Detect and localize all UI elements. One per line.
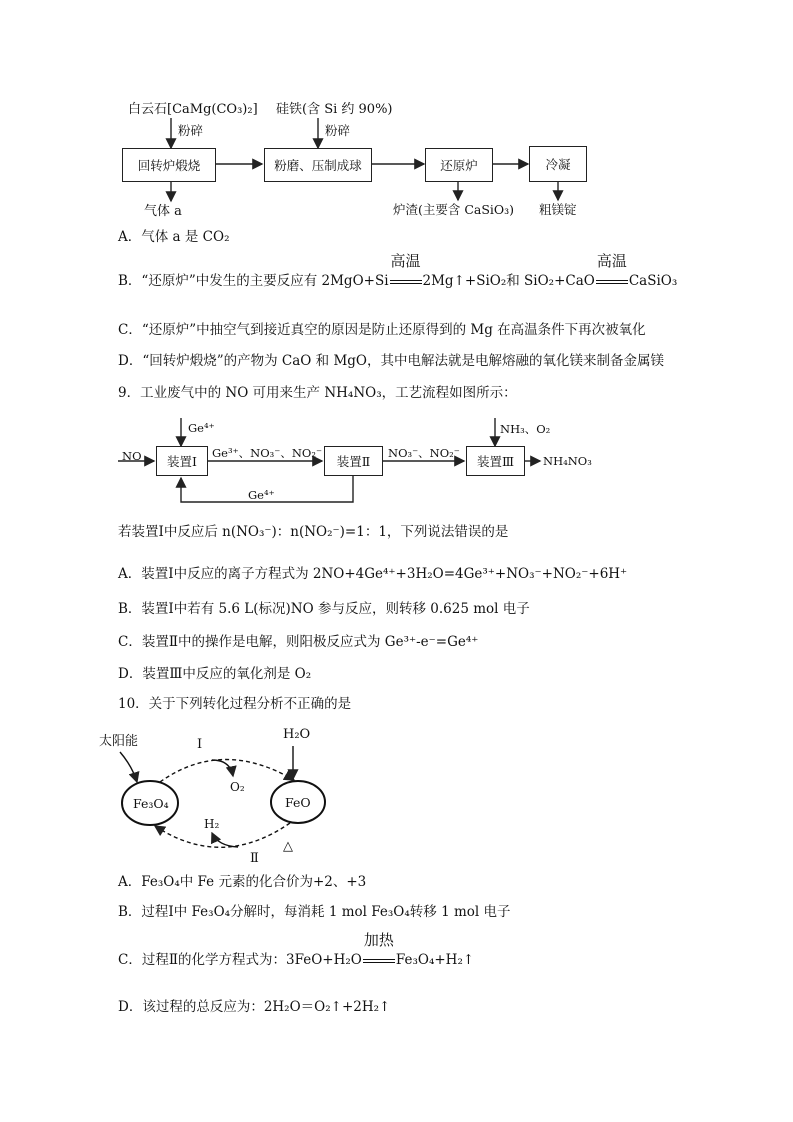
q9-option-b: B．装置Ⅰ中若有 5.6 L(标况)NO 参与反应，则转移 0.625 mol 电子 <box>118 601 530 617</box>
q10-option-c <box>118 931 475 969</box>
q9-mid-ions-2: NO₃⁻、NO₂⁻ <box>388 446 460 460</box>
q8-box-reduction-furnace: 还原炉 <box>425 148 493 182</box>
q8-option-c: C．“还原炉”中抽空气到接近真空的原因是防止还原得到的 Mg 在高温条件下再次被氧化 <box>118 322 646 338</box>
q10-step-2: Ⅱ <box>250 851 259 866</box>
q9-option-c: C．装置Ⅱ中的操作是电解，则阳极反应式为 Ge³⁺-e⁻=Ge⁴⁺ <box>118 634 479 650</box>
q10-option-b: B．过程Ⅰ中 Fe₃O₄分解时，每消耗 1 mol Fe₃O₄转移 1 mol 电子 <box>118 904 511 920</box>
q9-option-d: D．装置Ⅲ中反应的氧化剂是 O₂ <box>118 666 312 682</box>
q10-stem: 10．关于下列转化过程分析不正确的是 <box>118 696 352 712</box>
q8-raw-ferrosilicon: 硅铁(含 Si 约 90%) <box>276 102 393 117</box>
q8-option-d: D．“回转炉煅烧”的产物为 CaO 和 MgO，其中电解法就是电解熔融的氧化镁来制备金属镁 <box>118 353 664 369</box>
q9-device-3: 装置Ⅲ <box>466 446 525 476</box>
q9-input-no: NO <box>122 449 142 463</box>
q10-h2o: H₂O <box>283 727 311 742</box>
q10-option-d: D．该过程的总反应为：2H₂O＝O₂↑+2H₂↑ <box>118 999 391 1015</box>
q9-device-1: 装置Ⅰ <box>156 446 208 476</box>
q8-option-b <box>118 252 678 290</box>
q10-h2: H₂ <box>204 817 220 831</box>
q8-option-b-part1: B．“还原炉”中发生的主要反应有 2MgO+Si <box>118 273 389 289</box>
q8-out-gas-a: 气体 a <box>144 204 182 219</box>
q10-step-1: Ⅰ <box>197 737 203 752</box>
q10-option-c-part2: Fe₃O₄+H₂↑ <box>395 952 475 968</box>
q8-option-b-condition-2: 高温 <box>595 272 629 290</box>
q9-condition: 若装置Ⅰ中反应后 n(NO₃⁻)：n(NO₂⁻)=1：1，下列说法错误的是 <box>118 524 509 540</box>
q8-box-condense: 冷凝 <box>529 146 587 182</box>
q8-out-slag: 炉渣(主要含 CaSiO₃) <box>393 202 515 217</box>
q9-stem: 9．工业废气中的 NO 可用来生产 NH₄NO₃，工艺流程如图所示： <box>118 385 517 401</box>
q8-box-grinding: 粉磨、压制成球 <box>264 148 372 182</box>
q8-option-b-part2: 2Mg↑+SiO₂和 SiO₂+CaO <box>422 273 595 289</box>
q9-ge4-top: Ge⁴⁺ <box>188 421 215 435</box>
q9-nh3-o2: NH₃、O₂ <box>500 422 551 436</box>
q10-sun-energy: 太阳能 <box>99 734 139 749</box>
q10-option-c-part1: C．过程Ⅱ的化学方程式为：3FeO+H₂O <box>118 952 362 968</box>
q10-o2: O₂ <box>230 780 245 794</box>
q10-fe3o4: Fe₃O₄ <box>133 796 169 811</box>
q9-device-2: 装置Ⅱ <box>324 446 383 476</box>
q9-mid-ions-1: Ge³⁺、NO₃⁻、NO₂⁻ <box>212 446 323 460</box>
q10-option-a: A．Fe₃O₄中 Fe 元素的化合价为+2、+3 <box>118 874 367 890</box>
q10-option-c-condition: 加热 <box>362 951 396 969</box>
q8-crush-label-2: 粉碎 <box>325 123 351 138</box>
q9-option-a: A．装置Ⅰ中反应的离子方程式为 2NO+4Ge⁴⁺+3H₂O=4Ge³⁺+NO₃⁻+NO₂⁻+6H⁺ <box>118 566 628 582</box>
q8-raw-dolomite: 白云石[CaMg(CO₃)₂] <box>128 102 258 117</box>
q9-output: NH₄NO₃ <box>543 454 592 468</box>
q10-heat-symbol: △ <box>283 839 293 854</box>
q8-option-a: A．气体 a 是 CO₂ <box>118 229 230 245</box>
q8-crush-label-1: 粉碎 <box>178 123 204 138</box>
q9-ge4-return: Ge⁴⁺ <box>248 488 275 502</box>
q10-feo: FeO <box>285 795 311 810</box>
q8-option-b-condition-1: 高温 <box>389 272 423 290</box>
q8-box-rotary-kiln: 回转炉煅烧 <box>122 148 216 182</box>
q8-option-b-part3: CaSiO₃ <box>628 273 678 289</box>
q8-out-crude-mg: 粗镁锭 <box>539 202 577 217</box>
